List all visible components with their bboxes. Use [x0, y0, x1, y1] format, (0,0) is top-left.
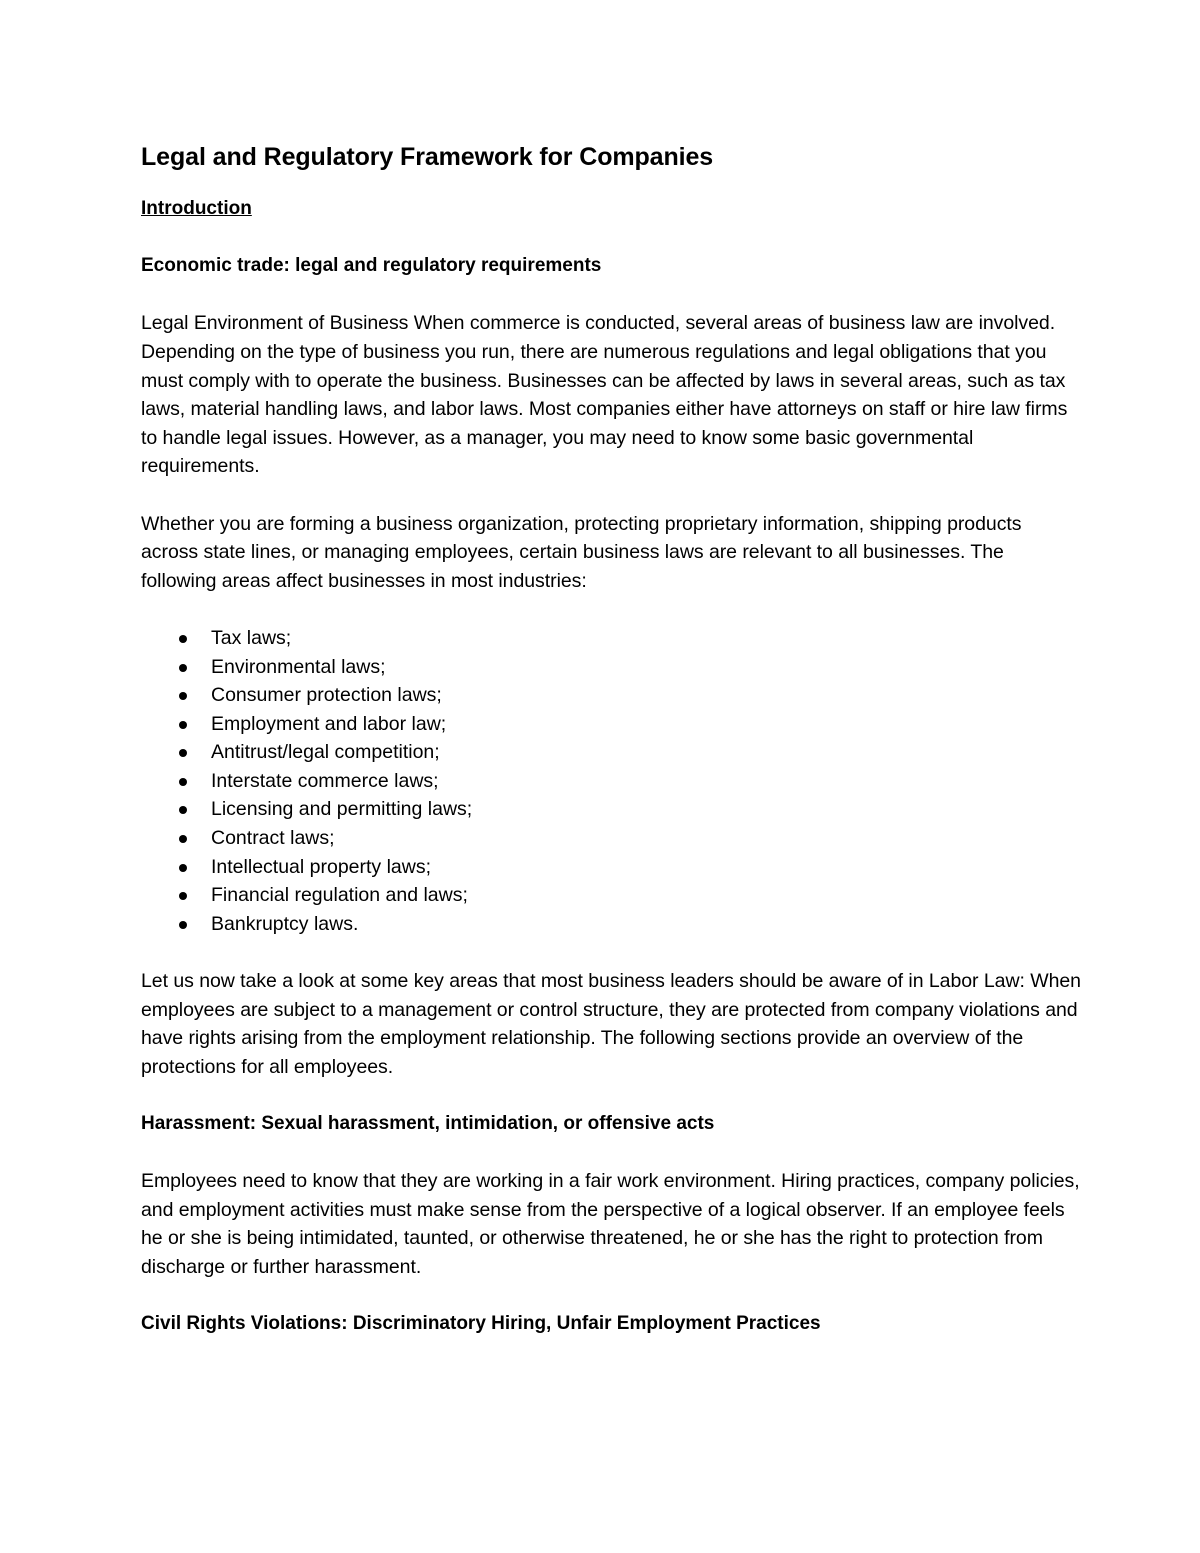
- civil-rights-heading: Civil Rights Violations: Discriminatory Hiring, Unfair Employment Practices: [141, 1313, 821, 1335]
- list-item-text: Contract laws;: [211, 827, 335, 850]
- bullet-icon: [179, 664, 187, 672]
- harassment-heading: Harassment: Sexual harassment, intimidation, or offensive acts: [141, 1113, 715, 1134]
- list-item-text: Environmental laws;: [211, 655, 386, 678]
- list-item-text: Employment and labor law;: [211, 712, 447, 735]
- list-item: [141, 853, 1081, 882]
- list-item: [141, 710, 1081, 739]
- bullet-icon: [179, 635, 187, 643]
- bullet-icon: [179, 749, 187, 757]
- list-item: [141, 881, 1081, 910]
- bullet-icon: [179, 778, 187, 786]
- bullet-icon: [179, 692, 187, 700]
- fair-work-paragraph: Employees need to know that they are working in a fair work environment. Hiring practices, company policies, and employment activities must make sense from the perspective of a logical observer. If an employee feels he or she is being intimidated, taunted, or otherwise threatened, he or she has the right to protection from discharge or further harassment.: [141, 1170, 1080, 1278]
- list-item-text: Antitrust/legal competition;: [211, 741, 440, 764]
- introduction-heading: Introduction: [141, 198, 252, 219]
- bullet-icon: [179, 892, 187, 900]
- labor-law-paragraph: Let us now take a look at some key areas that most business leaders should be aware of in Labor Law: When employees are subject to a management or control structure, they are protected from company violations and have rights arising from the employment relationship. The following sections provide an overview of the protections for all employees.: [141, 970, 1081, 1078]
- economic-trade-heading: Economic trade: legal and regulatory requirements: [141, 255, 602, 277]
- list-item-text: Financial regulation and laws;: [211, 884, 468, 907]
- bullet-icon: [179, 921, 187, 929]
- document-page: [141, 136, 1081, 1367]
- list-item: [141, 653, 1081, 682]
- bullet-icon: [179, 835, 187, 843]
- business-laws-paragraph: Whether you are forming a business organization, protecting proprietary information, shipping products across state lines, or managing employees, certain business laws are relevant to all businesses. The following areas affect businesses in most industries:: [141, 512, 1022, 592]
- list-item: [141, 738, 1081, 767]
- list-item-text: Bankruptcy laws.: [211, 912, 359, 935]
- list-item: [141, 767, 1081, 796]
- list-item: [141, 824, 1081, 853]
- list-item-text: Consumer protection laws;: [211, 684, 442, 707]
- list-item-text: Tax laws;: [211, 626, 292, 649]
- list-item: [141, 795, 1081, 824]
- list-item: [141, 681, 1081, 710]
- legal-environment-paragraph: Legal Environment of Business When commerce is conducted, several areas of business law are involved. Depending on the type of business you run, there are numerous regulations and legal obligations that you must comply with to operate the business. Businesses can be affected by laws in several areas, such as tax laws, material handling laws, and labor laws. Most companies either have attorneys on staff or hire law firms to handle legal issues. However, as a manager, you may need to know some basic governmental requirements.: [141, 312, 1068, 478]
- document-title: Legal and Regulatory Framework for Companies: [141, 143, 714, 171]
- list-item-text: Interstate commerce laws;: [211, 769, 439, 792]
- list-item: [141, 624, 1081, 653]
- bullet-icon: [179, 721, 187, 729]
- list-item-text: Intellectual property laws;: [211, 855, 432, 878]
- list-item: [141, 910, 1081, 939]
- law-areas-list: [141, 624, 1081, 939]
- list-item-text: Licensing and permitting laws;: [211, 798, 473, 821]
- bullet-icon: [179, 806, 187, 814]
- bullet-icon: [179, 864, 187, 872]
